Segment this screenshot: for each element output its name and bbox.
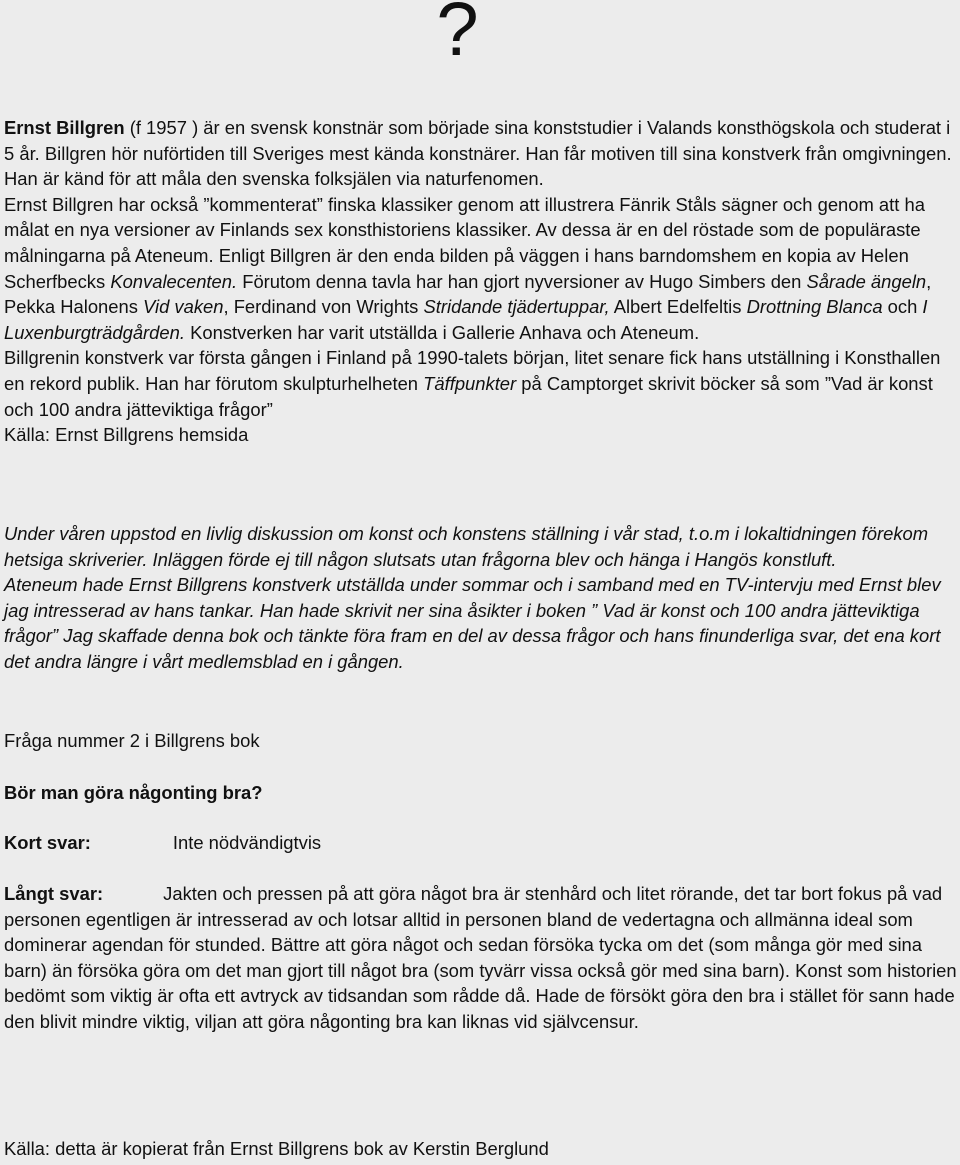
short-answer-value: Inte nödvändigtvis (172, 832, 322, 853)
question-intro: Fråga nummer 2 i Billgrens bok (4, 730, 260, 751)
question-mark-heading: ? (436, 0, 479, 72)
source-homepage: Källa: Ernst Billgrens hemsida (4, 424, 249, 446)
intro-text-2e: Albert Edelfeltis (609, 296, 747, 318)
long-answer (4, 881, 958, 1035)
work-stridande: Stridande tjädertuppar, (423, 296, 610, 318)
short-answer-label: Kort svar: (4, 832, 91, 853)
intro-text: (f 1957 ) är en svensk konstnär som började sina konststudier i Valands konsthögskola och studerat i 5 år. Billgren hör nuförtiden till Sveriges mest kända konstnärer. Han får motiven till sina konstverk från omgivningen. Han är känd för att måla den svenska folksjälen via naturfenomen. (4, 117, 952, 190)
intro-text-3b: på Camptorget skrivit böcker så som ”Vad är konst och 100 andra jätteviktiga frågor” (4, 372, 933, 420)
footer-source: Källa: detta är kopierat från Ernst Billgrens bok av Kerstin Berglund (4, 1138, 549, 1159)
italic-section (4, 521, 958, 675)
intro-section (4, 115, 958, 448)
intro-text-2d: , Ferdinand von Wrights (223, 296, 424, 318)
long-answer-label: Långt svar: (4, 883, 104, 904)
intro-text-2g: Konstverken har varit utställda i Gallerie Anhava och Ateneum. (184, 321, 700, 343)
work-sarade-angeln: Sårade ängeln (806, 270, 927, 292)
intro-text-3a: Billgrenin konstverk var första gången i Finland på 1990-talets början, litet senare fick hans utställning i Konsthallen en rekord publik. Han har förutom skulpturhelheten (4, 347, 941, 394)
italic-paragraph-1: Under våren uppstod en livlig diskussion om konst och konstens ställning i vår stad, t.o.m i lokaltidningen förekom hetsiga skriverier. Inläggen förde ej till någon slutsats utan frågorna blev och hänga i Hangös konstluft. (4, 523, 929, 570)
work-luxenburg: I Luxenburgträdgården. (4, 296, 928, 343)
work-konvalecenten: Konvalecenten. (110, 270, 238, 292)
long-answer-value: Jakten och pressen på att göra något bra är stenhård och litet rörande, det tar bort fokus på vad personen egentligen är intresserad av och lotsar alltid in personen bland de vedertagna och allmänna ideal som dominerar agendan för stunded. Bättre att göra något och sedan försöka tycka om det (som många gör med sina barn) än försöka göra om det man gjort till något bra (som tyvärr vissa också gör med sina barn). Konst som historien bedömt som viktig är ofta ett avtryck av tidsandan som rådde då. Hade de försökt göra den bra i stället för sann hade den blivit mindre viktig, viljan att göra någonting bra kan liknas vid självcensur. (4, 883, 957, 1032)
short-answer (4, 830, 958, 856)
work-taffpunkter: Täffpunkter (423, 372, 517, 394)
intro-text-2a: Ernst Billgren har också ”kommenterat” finska klassiker genom att illustrera Fänrik Ståls sägner och genom att ha målat en nya versioner av Finlands sex konsthistoriens klassiker. Av dessa är en del röstade som de populäraste målningarna på Ateneum. Enligt Billgren är den enda bilden på väggen i hans barndomshem en kopia av Helen Scherfbecks (4, 193, 925, 292)
work-vid-vaken: Vid vaken (143, 296, 224, 318)
intro-text-2f: och (882, 296, 923, 318)
question-title: Bör man göra någonting bra? (4, 782, 263, 803)
italic-paragraph-2: Ateneum hade Ernst Billgrens konstverk utställda under sommar och i samband med en TV-intervju med Ernst blev jag intresserad av hans tankar. Han hade skrivit ner sina åsikter i boken ” Vad är konst och 100 andra jätteviktiga frågor” Jag skaffade denna bok och tänkte föra fram en del av dessa frågor och hans finunderliga svar, det ena kort det andra längre i vårt medlemsblad en i gången. (4, 574, 941, 672)
intro-text-2b: Förutom denna tavla har han gjort nyversioner av Hugo Simbers den (237, 270, 807, 292)
intro-text-2c: , Pekka Halonens (4, 270, 932, 318)
artist-name: Ernst Billgren (4, 117, 125, 138)
work-drottning-blanca: Drottning Blanca (746, 296, 883, 318)
